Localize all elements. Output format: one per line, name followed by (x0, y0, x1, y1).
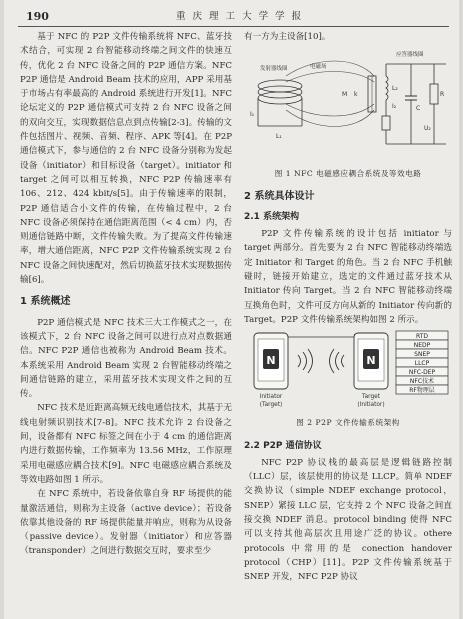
continued-paragraph: 有一方为主设备[10]。 (244, 32, 331, 42)
protocol-stack (396, 331, 448, 394)
left-column (20, 30, 232, 559)
fig1-label-i1: I₁ (250, 111, 255, 119)
transmitter-coil (258, 80, 302, 126)
section-1-heading: 1 系统概述 (20, 296, 71, 308)
protocol-paragraph: NFC P2P 协议栈的最高层是逻辑链路控制（LLC）层，该层使用的协议是 LLCP。简单 NDEF 交换协议（simple NDEF exchange protocol，SNEP）紧接 LLC 层，它支持 2 个 NFC 设备之间直接交换 NDEF 消息。protocol binding 使得 NFC 可以支持其他高层次且用途广泛的协议。othere protocols 中常用的是 conection handover protocol（CHP）[11]。P2P 文件传输系统基于 SNEP 开发，NFC P2P 协议 (244, 457, 452, 583)
journal-title: 重 庆 理 工 大 学 学 报 (176, 11, 304, 22)
overview-paragraph-2: NFC 技术是近距离高频无线电通信技术，其基于无线电射频识别技术[7-8]。NFC 技术允许 2 台设备之间，设备都有 NFC 标签之间在小于 4 cm 的通信距离内进行数据传输，工作频率为 13.56 MHz，工作原理采用电磁感应耦合技术[9]。NFC 电磁感应耦合系统及等效电路如图 1 所示。 (20, 403, 232, 485)
field-lines (286, 61, 374, 127)
fig2-target-sub: (Initiator) (357, 402, 385, 409)
fig2-initiator-sub: (Target) (259, 402, 283, 409)
figure-2-caption: 图 2 P2P 文件传输系统架构 (296, 418, 400, 428)
overview-paragraph-1: P2P 通信模式是 NFC 技术三大工作模式之一，在该模式下，2 台 NFC 设备之间可以进行点对点数据通信。NFC P2P 通信也被称为 Android Beam 技术。本系统采用 Android Beam 实现 2 台智能移动终端之间通信链路的建立，采用蓝牙技术实现文件之间的互传。 (20, 317, 232, 400)
fig1-label-rx-coil: 应答器线圈 (396, 52, 424, 59)
fig1-label-l1: L₁ (276, 133, 282, 141)
subsection-2-2-heading: 2.2 P2P 通信协议 (244, 440, 322, 451)
section-2-heading: 2 系统具体设计 (244, 190, 315, 202)
fig1-label-m: M (342, 91, 348, 99)
fig1-label-k: k (354, 91, 358, 99)
target-phone (354, 333, 388, 389)
stack-layer-label: LLCP (414, 360, 430, 368)
fig1-label-r: R (440, 91, 445, 99)
stack-layer-label: SNEP (414, 351, 430, 359)
fig1-label-c: C (416, 105, 421, 113)
stack-layer-label: NEDP (413, 342, 431, 350)
fig1-label-wave: 电磁场 (310, 64, 327, 71)
page-number: 190 (26, 10, 49, 23)
fig1-label-u: U₂ (424, 125, 431, 133)
architecture-paragraph: P2P 文件传输系统的设计包括 initiator 与 target 两部分。首先要为 2 台 NFC 智能移动终端选定 Initiator 和 Target 的角色。当 2 台 NFC 手机触碰时，链接开始建立，选定的文件通过蓝牙技术从 Initiator 传向 Target。当 2 台 NFC 智能移动终端互换角色时，文件可反方向从新的 Initiator 传向新的 Target。P2P 文件传输系统架构如图 2 所示。 (244, 229, 452, 325)
figure-1-caption: 图 1 NFC 电磁感应耦合系统及等效电路 (274, 169, 422, 179)
nfc-waves-icon (298, 349, 344, 373)
figure-2-architecture (244, 329, 452, 413)
fig1-label-tx-coil: 发射器线圈 (260, 66, 288, 73)
initiator-phone (254, 333, 288, 389)
stack-layer-label: NFC-DEP (408, 369, 436, 377)
fig1-label-i2: I₂ (392, 103, 397, 111)
subsection-2-1-heading: 2.1 系统架构 (244, 211, 300, 222)
transfer-arrow-icon (288, 334, 360, 340)
nfc-logo-icon: N (266, 354, 276, 368)
receiver-coil (368, 76, 376, 112)
overview-paragraph-3: 在 NFC 系统中，若设备依靠自身 RF 场提供的能量激活通信，则称为主设备（active device）；若设备依靠其他设备的 RF 场提供能量并响应，则称为从设备（passive device）。发射器（initiator）和应答器（transponder）之间进行数据交互时，要求至少 (20, 489, 232, 557)
stack-layer-label: RF物理层 (409, 387, 435, 395)
fig2-target-label: Target (362, 394, 380, 401)
fig2-initiator-label: Initiator (259, 394, 283, 401)
fig1-label-l2: L₂ (392, 85, 398, 93)
intro-paragraph: 基于 NFC 的 P2P 文件传输系统将 NFC、蓝牙技术结合，可实现 2 台智能移动终端之间文件的快速互传，优化 2 台 NFC 设备之间的 P2P 通信方案。NFC P2P 通信是 Android Beam 技术的应用，APP 采用基于市场占有率最高的 Android 系统进行开发[1]。NFC 论坛定义的 P2P 通信模式可支持 2 台 NFC 设备之间的双向交互，实现数据信息点到点传输[2-3]。传输的文件包括图片、视频、音频、程序、APK 等[4]。在 P2P 通信模式下，参与通信的 2 台 NFC 设备分别称为发起设备（initiator）和目标设备（target）。initiator 和 target 之间可以相互转换，NFC P2P 传输速率有 106、212、424 kbit/s[5]。由于传输速率的限制，P2P 通信适合小文件的传输，在传输过程中，2 台 NFC 设备必须保持在通信距离范围（< 4 cm）内，否则通信链路中断，文件传输失败。为了提高文件传输速率，增大通信距离，NFC P2P 文件传输系统实现 2 台 NFC 设备之间快速配对，然后切换蓝牙技术实现数据传输[6]。 (20, 32, 232, 286)
nfc-logo-icon: N (366, 354, 376, 368)
figure-1-coupling-circuit (246, 46, 450, 164)
running-header (18, 8, 449, 27)
stack-layer-label: NFC技术 (409, 378, 435, 386)
paper-page (4, 0, 459, 619)
stack-layer-label: RTD (415, 333, 429, 341)
right-column (244, 30, 452, 585)
